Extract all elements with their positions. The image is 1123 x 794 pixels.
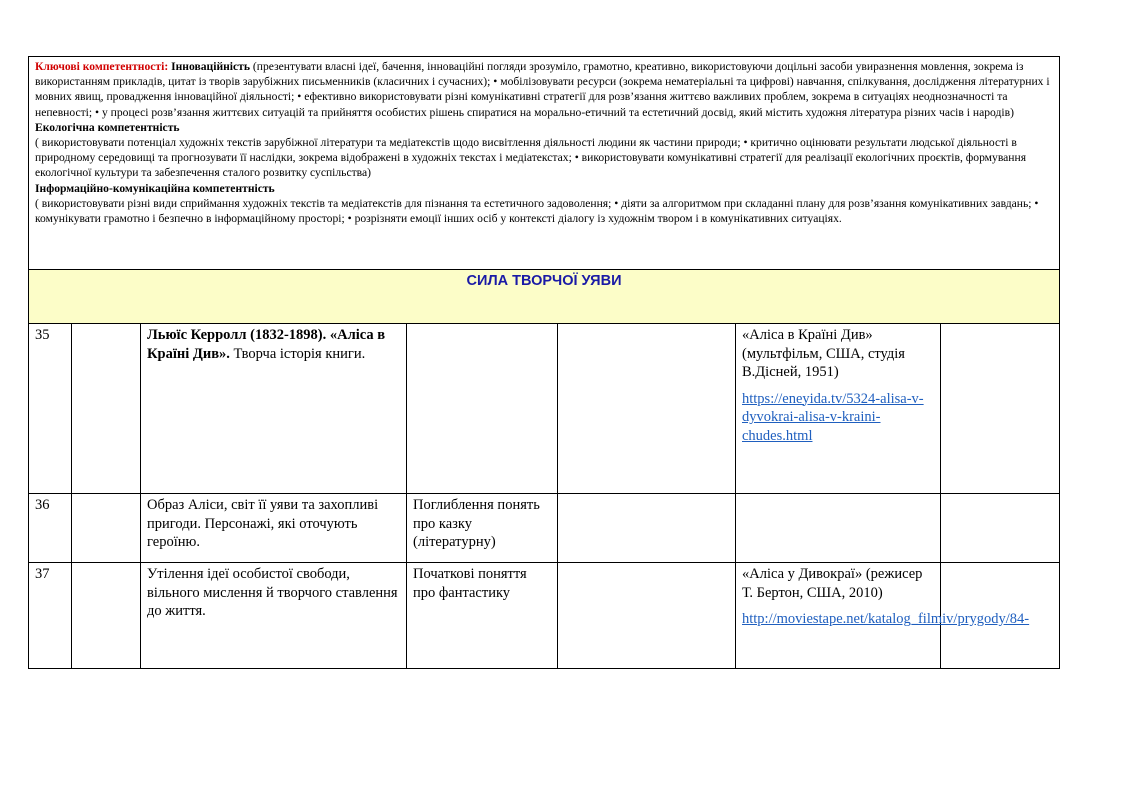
topic-text: Творча історія книги. <box>229 345 366 362</box>
section-header <box>29 270 1060 324</box>
empty-cell <box>941 324 1060 494</box>
row-number: 37 <box>29 563 72 669</box>
media-text: «Аліса в Країні Див» (мультфільм, США, студія В.Дісней, 1951) <box>742 327 905 380</box>
info-comm-text: ( використовувати різні види сприймання художніх текстів та медіатекстів для пізнання та естетичного задоволення; • діяти за алгоритмом при складанні плану для розв’язання комунікативних завдань; • комунікувати грамотно і безпечно в інформаційному просторі; • розрізняти емоції інших осіб у контексті діалогу із художнім твором і в комунікативних ситуаціях. <box>35 196 1039 226</box>
ecology-text: ( використовувати потенціал художніх текстів зарубіжної літератури та медіатекстів щодо висвітлення діяльності людини як частини природи; • критично оцінювати результати людської діяльності в природному середовищі та прогнозувати її наслідки, зокрема відображені в художніх текстах і медіатекстах; • використовувати комунікативні стратегії для реалізації екологічних проєктів, формування екологічної культури та забезпечення сталого розвитку суспільства) <box>35 136 1027 180</box>
theory-cell: Поглиблення понять про казку (літературну) <box>407 494 558 563</box>
topic-bold: Льюїс Керролл (1832-1898). «Аліса в Країні Див». <box>147 327 386 362</box>
competencies-cell <box>29 57 1060 270</box>
media-cell <box>736 494 941 563</box>
lesson-topic: Утілення ідеї особистої свободи, вільного мислення й творчого ставлення до життя. <box>141 563 407 669</box>
lesson-topic: Образ Аліси, світ її уяви та захопливі пригоди. Персонажі, які оточують героїню. <box>141 494 407 563</box>
empty-cell <box>558 324 736 494</box>
media-link[interactable]: https://eneyida.tv/5324-alisa-v-dyvokrai-alisa-v-kraini-chudes.html <box>742 390 924 444</box>
section-title: СИЛА ТВОРЧОЇ УЯВИ <box>466 273 622 289</box>
table-row <box>29 324 1060 494</box>
lesson-topic <box>141 324 407 494</box>
media-cell <box>736 563 1030 669</box>
row-number: 36 <box>29 494 72 563</box>
media-text: «Аліса у Дивокраї» (режисер Т. Бертон, США, 2010) <box>742 566 923 601</box>
empty-cell <box>941 494 1060 563</box>
lesson-plan-table <box>28 56 1060 669</box>
table-row <box>29 494 1060 563</box>
table-row <box>29 563 1060 669</box>
empty-cell <box>558 494 736 563</box>
empty-cell <box>72 324 141 494</box>
empty-cell <box>72 563 141 669</box>
empty-cell <box>558 563 736 669</box>
row-number: 35 <box>29 324 72 494</box>
ecology-label: Екологічна компетентність <box>35 120 180 134</box>
key-competencies-label: Ключові компетентності: <box>35 60 169 73</box>
media-link[interactable]: http://moviestape.net/katalog_filmiv/prygody/84- <box>742 611 1030 627</box>
empty-cell <box>72 494 141 563</box>
media-cell <box>736 324 941 494</box>
innovation-text: (презентувати власні ідеї, бачення, інноваційні погляди зрозуміло, грамотно, креативно, використовуючи доцільні засоби увиразнення мовлення, зокрема із використанням прикладів, цитат із творів зарубіжних письменників (класичних і сучасних); • мобілізовувати ресурси (зокрема нематеріальні та цифрові) навчання, спілкування, дослідження літературних і мовних явищ, провадження інноваційної діяльності; • ефективно використовувати різні комунікативні стратегії для розв’язання життєво важливих проблем, зокрема в ситуаціях неоднозначності та непевності; • у процесі розв’язання життєвих ситуацій та прийняття особистих рішень спиратися на морально-етичний та естетичний досвід, який містить художня література різних часів і народів) <box>35 60 1050 119</box>
innovation-label: Інноваційність <box>171 60 251 73</box>
info-comm-label: Інформаційно-комунікаційна компетентність <box>35 181 275 195</box>
lesson-plan-page <box>28 56 1059 669</box>
theory-cell <box>407 324 558 494</box>
theory-cell: Початкові поняття про фантастику <box>407 563 558 669</box>
